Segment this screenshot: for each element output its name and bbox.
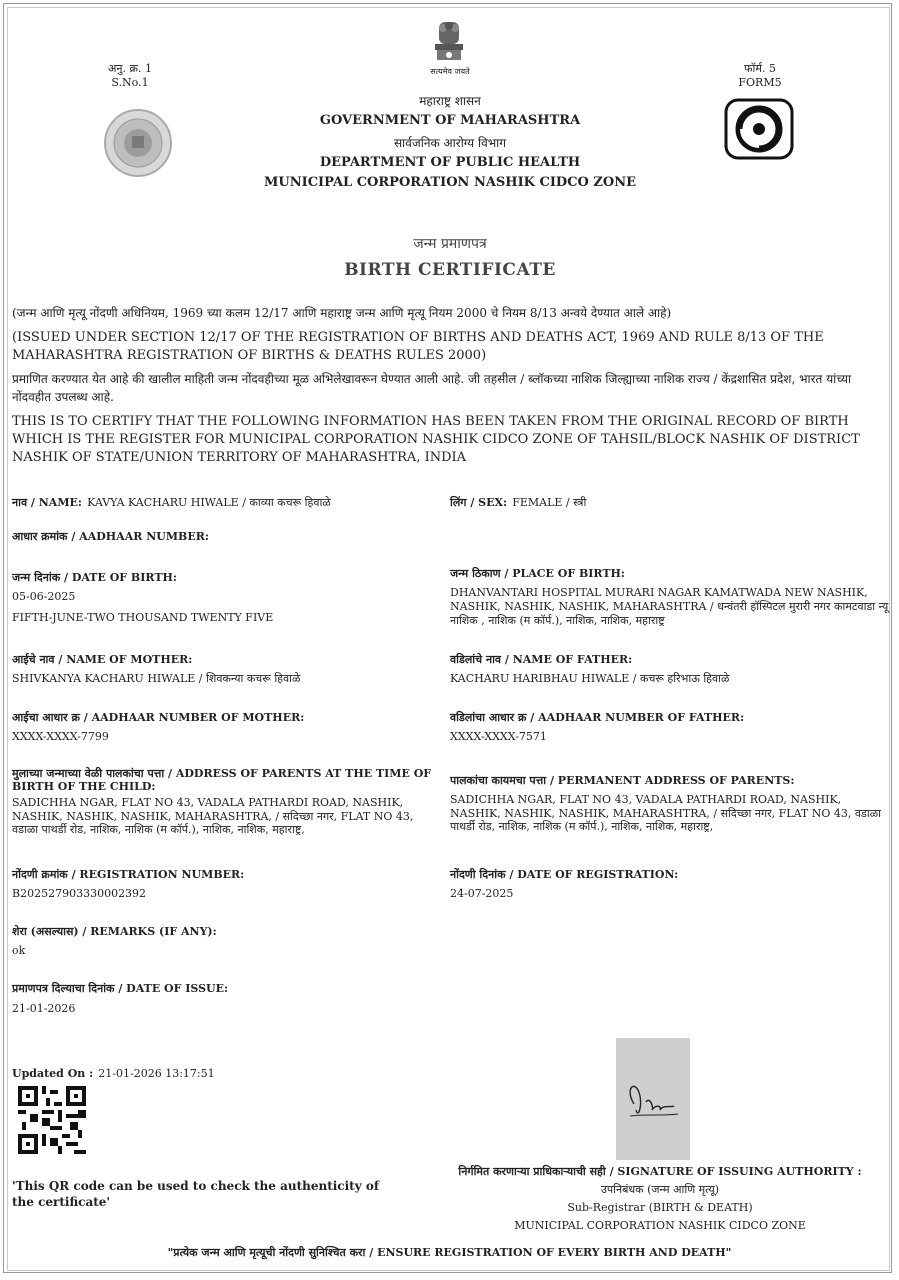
father-name-label: वडिलांचे नाव / NAME OF FATHER: [450,653,633,666]
signature-organization: MUNICIPAL CORPORATION NASHIK CIDCO ZONE [514,1219,806,1232]
maharashtra-seal-icon [103,108,173,178]
name-value: KAVYA KACHARU HIWALE / काव्या कचरू हिवाळे [87,496,331,509]
sub-registrar-mr: उपनिबंधक (जन्म आणि मृत्यू) [600,1183,720,1196]
sex-label: लिंग / SEX: [450,496,508,509]
dob-words: FIFTH-JUNE-TWO THOUSAND TWENTY FIVE [12,611,274,624]
name-row [12,491,432,510]
serial-number-mr: अनु. क्र. 1 [108,62,152,75]
father-name-value: KACHARU HARIBHAU HIWALE / कचरू हरिभाऊ हिवाळे [450,672,730,685]
sub-registrar-en: Sub-Registrar (BIRTH & DEATH) [567,1201,753,1214]
issue-date-label: प्रमाणपत्र दिल्याचा दिनांक / DATE OF ISSUE: [12,982,229,995]
updated-on-label: Updated On : [12,1067,94,1080]
emblem-caption: सत्यमेव जयते [430,67,470,76]
signature-image [616,1038,690,1160]
remarks-value: ok [12,944,26,957]
qr-authenticity-note: 'This QR code can be used to check the authenticity of the certificate' [12,1179,380,1209]
permanent-address-label: पालकांचा कायमचा पत्ता / PERMANENT ADDRESS OF PARENTS: [450,774,795,787]
form-number-en: FORM5 [738,76,782,89]
pob-value: DHANVANTARI HOSPITAL MURARI NAGAR KAMATWADA NEW NASHIK, NASHIK, NASHIK, NASHIK, MAHARASHTRA / धन्वंतरी हॉस्पिटल मुरारी नगर कामटवाडा न्यू नाशिक , नाशिक (म कॉर्प.), नाशिक, नाशिक, महाराष्ट्र [450,586,889,627]
state-name-en: GOVERNMENT OF MAHARASHTRA [319,113,581,128]
form-number [720,62,800,90]
serial-number-en: S.No.1 [111,76,149,89]
certificate-title-en: BIRTH CERTIFICATE [344,260,556,280]
signature-authority-label: निर्गमित करणाऱ्या प्राधिकाऱ्याची सही / SIGNATURE OF ISSUING AUTHORITY : [458,1165,862,1178]
department-mr: सार्वजनिक आरोग्य विभाग [393,136,507,150]
registration-date-value: 24-07-2025 [450,887,514,900]
form-number-mr: फॉर्म. 5 [744,62,776,75]
registration-slogan: "प्रत्येक जन्म आणि मृत्यूची नोंदणी सुनिश्चित करा / ENSURE REGISTRATION OF EVERY BIRTH AND DEATH" [167,1246,732,1259]
state-name-mr: महाराष्ट्र शासन [419,94,481,108]
remarks-label: शेरा (असल्यास) / REMARKS (IF ANY): [12,925,217,938]
permanent-address-value: SADICHHA NGAR, FLAT NO 43, VADALA PATHARDI ROAD, NASHIK, NASHIK, NASHIK, NASHIK, MAHARASHTRA, / सदिच्छा नगर, FLAT NO 43, वडाळा पाथर्डी रोड, नाशिक, नाशिक (म कॉर्प.), नाशिक, नाशिक, महाराष्ट्र, [450,793,881,833]
mother-aadhaar-value: XXXX-XXXX-7799 [12,730,109,743]
birth-address-value: SADICHHA NGAR, FLAT NO 43, VADALA PATHARDI ROAD, NASHIK, NASHIK, NASHIK, NASHIK, MAHARASHTRA, / सदिच्छा नगर, FLAT NO 43, वडाळा पाथर्डी रोड, नाशिक, नाशिक (म कॉर्प.), नाशिक, नाशिक, महाराष्ट्र, [12,796,414,836]
registration-number-value: B202527903330002392 [12,887,147,900]
birth-registration-logo-icon [724,98,794,160]
act-statement-en: (ISSUED UNDER SECTION 12/17 OF THE REGISTRATION OF BIRTHS AND DEATHS ACT, 1969 AND RULE 8/13 OF THE MAHARASHTRA REGISTRATION OF BIRTHS & DEATHS RULES 2000) [12,330,824,363]
certify-statement-mr: प्रमाणित करण्यात येत आहे की खालील माहिती जन्म नोंदवहीच्या मूळ अभिलेखावरून घेण्यात आली आहे. जी तहसील / ब्लॉकच्या नाशिक जिल्ह्याच्या नाशिक राज्य / केंद्रशासित प्रदेश, भारत यांच्या नोंदवहीत उपलब्ध आहे. [12,372,852,404]
serial-number [90,62,170,90]
registration-number-label: नोंदणी क्रमांक / REGISTRATION NUMBER: [12,868,245,881]
sex-value: FEMALE / स्त्री [512,496,587,509]
updated-on [12,1062,432,1081]
name-label: नाव / NAME: [12,496,82,509]
father-aadhaar-value: XXXX-XXXX-7571 [450,730,547,743]
dob-value: 05-06-2025 [12,590,76,603]
certificate-inner-border [7,7,890,1271]
aadhaar-label: आधार क्रमांक / AADHAAR NUMBER: [12,530,209,543]
dob-label: जन्म दिनांक / DATE OF BIRTH: [12,571,177,584]
mother-aadhaar-label: आईचा आधार क्र / AADHAAR NUMBER OF MOTHER: [12,711,305,724]
certify-statement-en: THIS IS TO CERTIFY THAT THE FOLLOWING INFORMATION HAS BEEN TAKEN FROM THE ORIGINAL RECORD OF BIRTH WHICH IS THE REGISTER FOR MUNICIPAL CORPORATION NASHIK CIDCO ZONE OF TAHSIL/BLOCK NASHIK OF DISTRICT NASHIK OF STATE/UNION TERRITORY OF MAHARASHTRA, INDIA [12,414,860,465]
birth-address-label: मुलाच्या जन्माच्या वेळी पालकांचा पत्ता / ADDRESS OF PARENTS AT THE TIME OF BIRTH OF THE CHILD: [12,767,432,793]
father-aadhaar-label: वडिलांचा आधार क्र / AADHAAR NUMBER OF FATHER: [450,711,745,724]
qr-code-icon [18,1086,86,1154]
certificate-title-mr: जन्म प्रमाणपत्र [413,236,487,252]
sex-row [450,491,890,510]
registration-date-label: नोंदणी दिनांक / DATE OF REGISTRATION: [450,868,679,881]
updated-on-value: 21-01-2026 13:17:51 [98,1067,215,1080]
pob-label: जन्म ठिकाण / PLACE OF BIRTH: [450,567,625,580]
mother-name-value: SHIVKANYA KACHARU HIWALE / शिवकन्या कचरू हिवाळे [12,672,301,685]
mother-name-label: आईचे नाव / NAME OF MOTHER: [12,653,193,666]
department-en: DEPARTMENT OF PUBLIC HEALTH [319,155,581,170]
corporation-name: MUNICIPAL CORPORATION NASHIK CIDCO ZONE [264,175,636,190]
act-statement-mr: (जन्म आणि मृत्यू नोंदणी अधिनियम, 1969 च्या कलम 12/17 आणि महाराष्ट्र जन्म आणि मृत्यू नियम 2000 चे नियम 8/13 अन्वये देण्यात आले आहे) [12,306,672,320]
issue-date-value: 21-01-2026 [12,1002,76,1015]
